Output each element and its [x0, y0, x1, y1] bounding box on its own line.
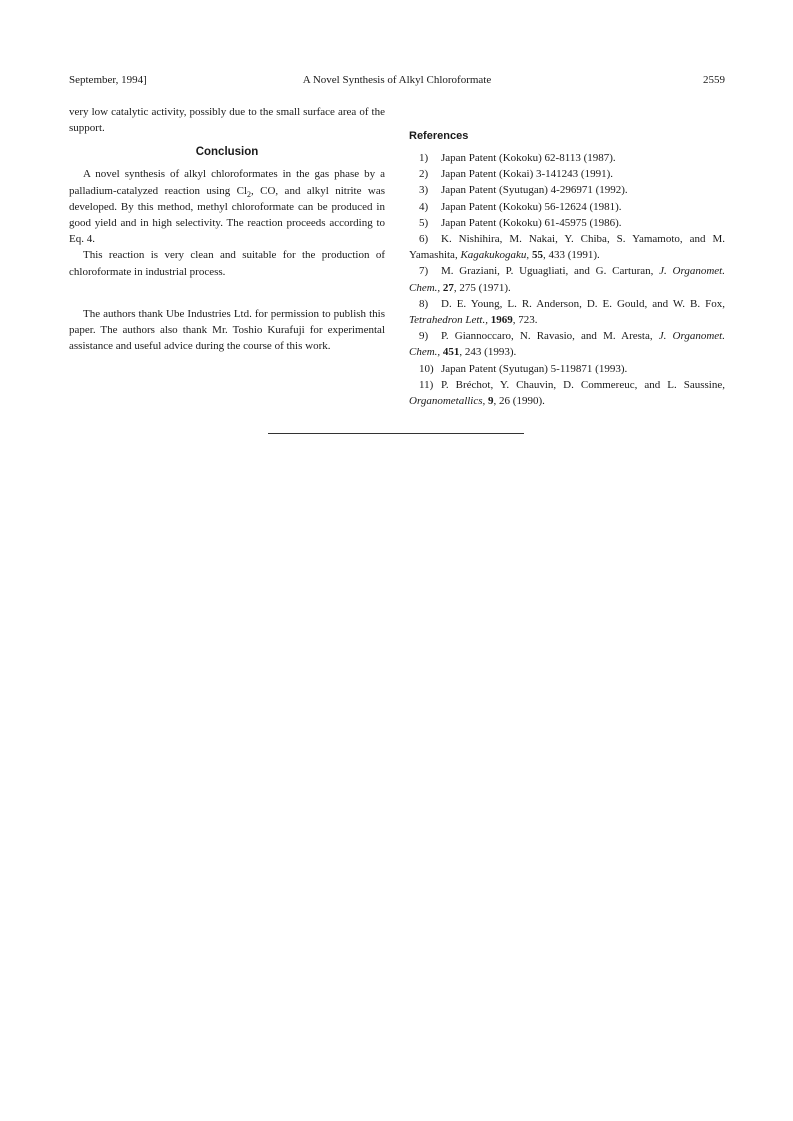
reference-number: 11) [419, 378, 434, 391]
reference-volume: 451 [442, 346, 460, 359]
reference-item [409, 231, 725, 263]
left-column [69, 104, 385, 354]
conclusion-paragraph-1 [69, 166, 385, 247]
reference-pages: , 723. [512, 314, 538, 327]
reference-journal: J. Organomet. Chem., [409, 265, 725, 294]
reference-number: 8) [419, 297, 429, 310]
reference-pages: , 26 (1990). [493, 395, 545, 408]
reference-item [409, 166, 725, 182]
header-date: September, 1994] [69, 74, 147, 86]
reference-journal: Tetrahedron Lett., [409, 314, 488, 327]
reference-number: 4) [419, 200, 429, 213]
reference-authors: P. Giannoccaro, N. Ravasio, and M. Aresta, [441, 330, 659, 343]
reference-number: 10) [419, 362, 434, 375]
spacer [69, 296, 385, 306]
reference-item [409, 215, 725, 231]
chlorine-subscript: 2 [247, 189, 251, 199]
reference-number: 9) [419, 330, 429, 343]
reference-authors: P. Bréchot, Y. Chauvin, D. Commereuc, and L. Saussine, [441, 378, 725, 391]
reference-authors: M. Graziani, P. Uguagliati, and G. Carturan, [441, 265, 660, 278]
reference-number: 7) [419, 265, 429, 278]
running-header [69, 73, 725, 87]
reference-number: 1) [419, 152, 429, 164]
reference-journal: J. Organomet. Chem., [409, 330, 725, 359]
reference-item [409, 150, 725, 166]
reference-item [409, 199, 725, 215]
reference-text: Japan Patent (Kokoku) 61-45975 (1986). [441, 216, 622, 229]
references-heading: References [409, 130, 469, 142]
reference-item [409, 377, 725, 409]
reference-text: Japan Patent (Kokai) 3-141243 (1991). [441, 168, 613, 181]
reference-item [409, 328, 725, 360]
reference-journal: Kagakukogaku, [460, 249, 530, 262]
reference-volume: 1969 [490, 314, 513, 327]
reference-item [409, 296, 725, 328]
reference-number: 3) [419, 184, 429, 197]
reference-authors: D. E. Young, L. R. Anderson, D. E. Gould, and W. B. Fox, [441, 297, 725, 310]
conclusion-paragraph-2: This reaction is very clean and suitable for the production of chloroformate in industrial process. [69, 249, 385, 278]
reference-item [409, 361, 725, 377]
reference-number: 2) [419, 168, 429, 181]
reference-volume: 55 [531, 249, 543, 262]
conclusion-p1-part-b: , CO, and alkyl nitrite was developed. By this method, methyl chloroformate can be produced in good yield and in high selectivity. The reaction proceeds according to Eq. 4. [69, 184, 385, 246]
spacer [69, 280, 385, 296]
reference-volume: 27 [442, 281, 454, 294]
reference-item [409, 182, 725, 198]
page-number: 2559 [703, 74, 725, 86]
references-column [409, 128, 725, 409]
intro-paragraph: very low catalytic activity, possibly due to the small surface area of the support. [69, 106, 385, 135]
reference-text: Japan Patent (Kokoku) 56-12624 (1981). [441, 200, 622, 213]
reference-authors: K. Nishihira, M. Nakai, Y. Chiba, S. Yamamoto, and M. Yamashita, [409, 233, 725, 262]
end-of-article-rule [268, 433, 524, 434]
reference-number: 6) [419, 233, 429, 246]
reference-item [409, 263, 725, 295]
reference-volume: 9 [488, 395, 494, 408]
reference-text: Japan Patent (Syutugan) 4-296971 (1992). [441, 184, 628, 197]
header-title: A Novel Synthesis of Alkyl Chloroformate [302, 74, 492, 86]
reference-pages: , 243 (1993). [459, 346, 517, 359]
reference-pages: , 275 (1971). [453, 281, 511, 294]
conclusion-heading: Conclusion [195, 146, 259, 159]
reference-number: 5) [419, 216, 429, 229]
reference-journal: Organometallics, [409, 395, 486, 408]
reference-text: Japan Patent (Syutugan) 5-119871 (1993). [441, 362, 628, 375]
conclusion-p1-part-a: A novel synthesis of alkyl chloroformates in the gas phase by a palladium-catalyzed reaction using Cl [69, 168, 385, 197]
reference-text: Japan Patent (Kokoku) 62-8113 (1987). [441, 152, 616, 164]
acknowledgment-paragraph: The authors thank Ube Industries Ltd. for permission to publish this paper. The authors also thank Mr. Toshio Kurafuji for experimental assistance and useful advice during the course of this work. [69, 307, 385, 353]
reference-pages: , 433 (1991). [542, 249, 600, 262]
